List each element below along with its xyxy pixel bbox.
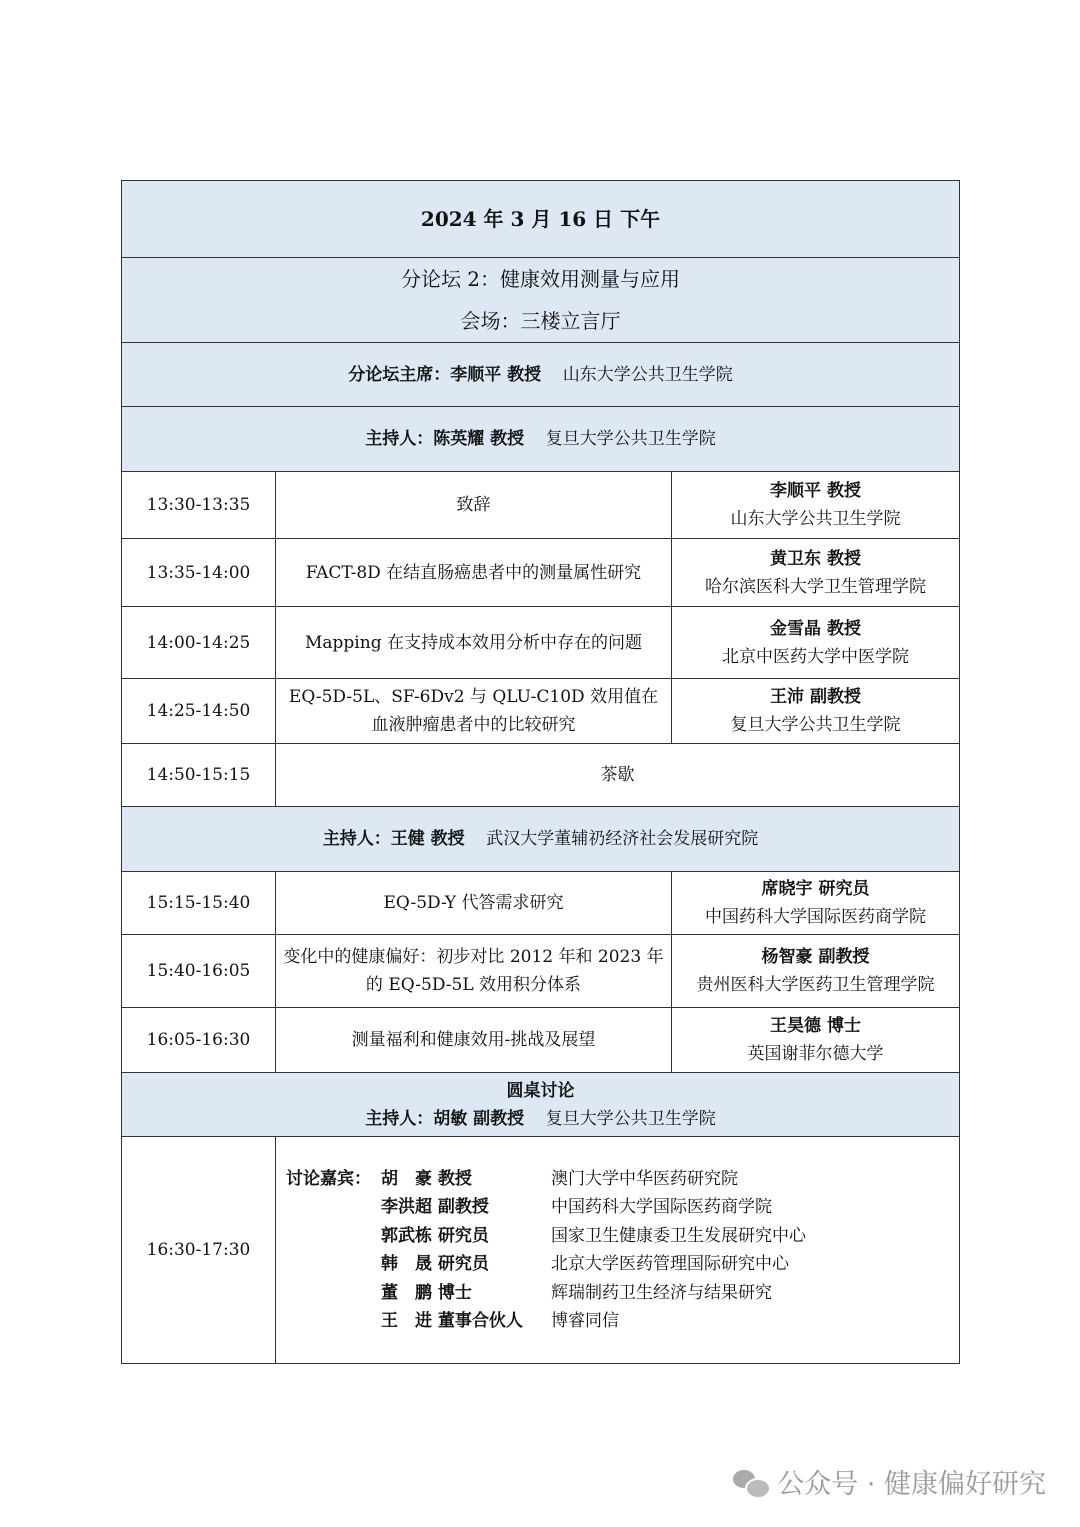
- time-cell: 15:40-16:05: [122, 935, 276, 1008]
- break-row: [122, 744, 960, 807]
- host-row: [122, 807, 960, 872]
- break-label: 茶歇: [276, 744, 960, 807]
- roundtable-header: [122, 1073, 960, 1137]
- speaker-org: 英国谢菲尔德大学: [747, 1044, 884, 1064]
- table-row: [122, 935, 960, 1008]
- chair-label: 分论坛主席：: [348, 364, 451, 385]
- time-cell: 16:30-17:30: [122, 1137, 276, 1364]
- speaker-org: 北京中医药大学中医学院: [722, 646, 909, 667]
- chair-name: 李顺平 教授: [450, 364, 542, 385]
- host-label: 主持人：: [365, 1108, 434, 1129]
- time-cell: 13:35-14:00: [122, 539, 276, 607]
- time-cell: 14:25-14:50: [122, 679, 276, 744]
- guests-label: 讨论嘉宾：: [286, 1168, 371, 1189]
- date-header: 2024 年 3 月 16 日 下午: [122, 181, 960, 258]
- topic-cell: EQ-5D-Y 代答需求研究: [276, 872, 672, 935]
- forum-header: [122, 258, 960, 343]
- guest-name: 韩 晟 研究员: [381, 1254, 489, 1274]
- host-label: 主持人：: [322, 829, 391, 849]
- speaker-cell: [672, 679, 960, 744]
- forum-title: 分论坛 2：健康效用测量与应用: [400, 267, 681, 291]
- speaker-name: 杨智豪 副教授: [761, 947, 870, 967]
- time-cell: 14:00-14:25: [122, 607, 276, 679]
- wechat-icon: [733, 1468, 769, 1496]
- guest-name: 胡 豪 教授: [381, 1168, 472, 1189]
- roundtable-title: 圆桌讨论: [506, 1080, 575, 1101]
- speaker-org: 复旦大学公共卫生学院: [730, 715, 901, 735]
- host-name: 胡敏 副教授: [433, 1108, 525, 1129]
- guest-name: 王 进 董事合伙人: [381, 1311, 523, 1331]
- host-label: 主持人：: [365, 429, 434, 449]
- topic-cell: 致辞: [276, 472, 672, 539]
- guest-org: 博睿同信: [551, 1311, 619, 1331]
- speaker-org: 贵州医科大学医药卫生管理学院: [696, 975, 935, 995]
- speaker-cell: [672, 872, 960, 935]
- table-row: [122, 607, 960, 679]
- host-org: 复旦大学公共卫生学院: [545, 1108, 716, 1129]
- watermark: [733, 1462, 1046, 1501]
- roundtable-row: [122, 1137, 960, 1364]
- schedule-table: [121, 180, 960, 1364]
- speaker-name: 李顺平 教授: [770, 481, 861, 501]
- table-row: [122, 679, 960, 744]
- speaker-cell: [672, 472, 960, 539]
- speaker-org: 中国药科大学国际医药商学院: [705, 907, 926, 927]
- topic-cell: 测量福利和健康效用-挑战及展望: [276, 1008, 672, 1073]
- speaker-org: 哈尔滨医科大学卫生管理学院: [705, 576, 926, 597]
- speaker-cell: [672, 539, 960, 607]
- time-cell: 16:05-16:30: [122, 1008, 276, 1073]
- speaker-name: 王沛 副教授: [770, 687, 861, 707]
- host-name: 王健 教授: [390, 829, 465, 849]
- speaker-org: 山东大学公共卫生学院: [730, 509, 901, 529]
- speaker-cell: [672, 935, 960, 1008]
- host-org: 复旦大学公共卫生学院: [545, 429, 716, 449]
- speaker-name: 王昊德 博士: [770, 1016, 861, 1036]
- guests-cell: [276, 1137, 960, 1364]
- table-row: [122, 472, 960, 539]
- speaker-name: 金雪晶 教授: [770, 618, 861, 639]
- host-org: 武汉大学董辅礽经济社会发展研究院: [486, 829, 759, 849]
- guest-org: 辉瑞制药卫生经济与结果研究: [551, 1282, 772, 1303]
- guest-org: 北京大学医药管理国际研究中心: [551, 1254, 789, 1274]
- guest-org: 中国药科大学国际医药商学院: [551, 1197, 772, 1217]
- host-row: [122, 407, 960, 472]
- time-cell: 15:15-15:40: [122, 872, 276, 935]
- time-cell: 14:50-15:15: [122, 744, 276, 807]
- topic-cell: Mapping 在支持成本效用分析中存在的问题: [276, 607, 672, 679]
- chair-row: [122, 343, 960, 407]
- speaker-cell: [672, 1008, 960, 1073]
- guest-org: 国家卫生健康委卫生发展研究中心: [551, 1225, 806, 1246]
- guest-org: 澳门大学中华医药研究院: [551, 1168, 738, 1189]
- venue: 会场：三楼立言厅: [460, 309, 621, 333]
- topic-cell: 变化中的健康偏好：初步对比 2012 年和 2023 年的 EQ-5D-5L 效用积分体系: [276, 935, 672, 1008]
- speaker-name: 席晓宇 研究员: [761, 879, 870, 899]
- guest-name: 董 鹏 博士: [381, 1282, 472, 1303]
- topic-cell: FACT-8D 在结直肠癌患者中的测量属性研究: [276, 539, 672, 607]
- host-name: 陈英耀 教授: [433, 429, 525, 449]
- speaker-cell: [672, 607, 960, 679]
- topic-cell: EQ-5D-5L、SF-6Dv2 与 QLU-C10D 效用值在血液肿瘤患者中的比较研究: [276, 679, 672, 744]
- guest-name: 郭武栋 研究员: [381, 1225, 489, 1246]
- speaker-name: 黄卫东 教授: [770, 548, 861, 569]
- time-cell: 13:30-13:35: [122, 472, 276, 539]
- guest-name: 李洪超 副教授: [381, 1197, 489, 1217]
- table-row: [122, 872, 960, 935]
- watermark-text: 公众号 · 健康偏好研究: [777, 1469, 1046, 1500]
- table-row: [122, 1008, 960, 1073]
- table-row: [122, 539, 960, 607]
- chair-org: 山东大学公共卫生学院: [562, 364, 733, 385]
